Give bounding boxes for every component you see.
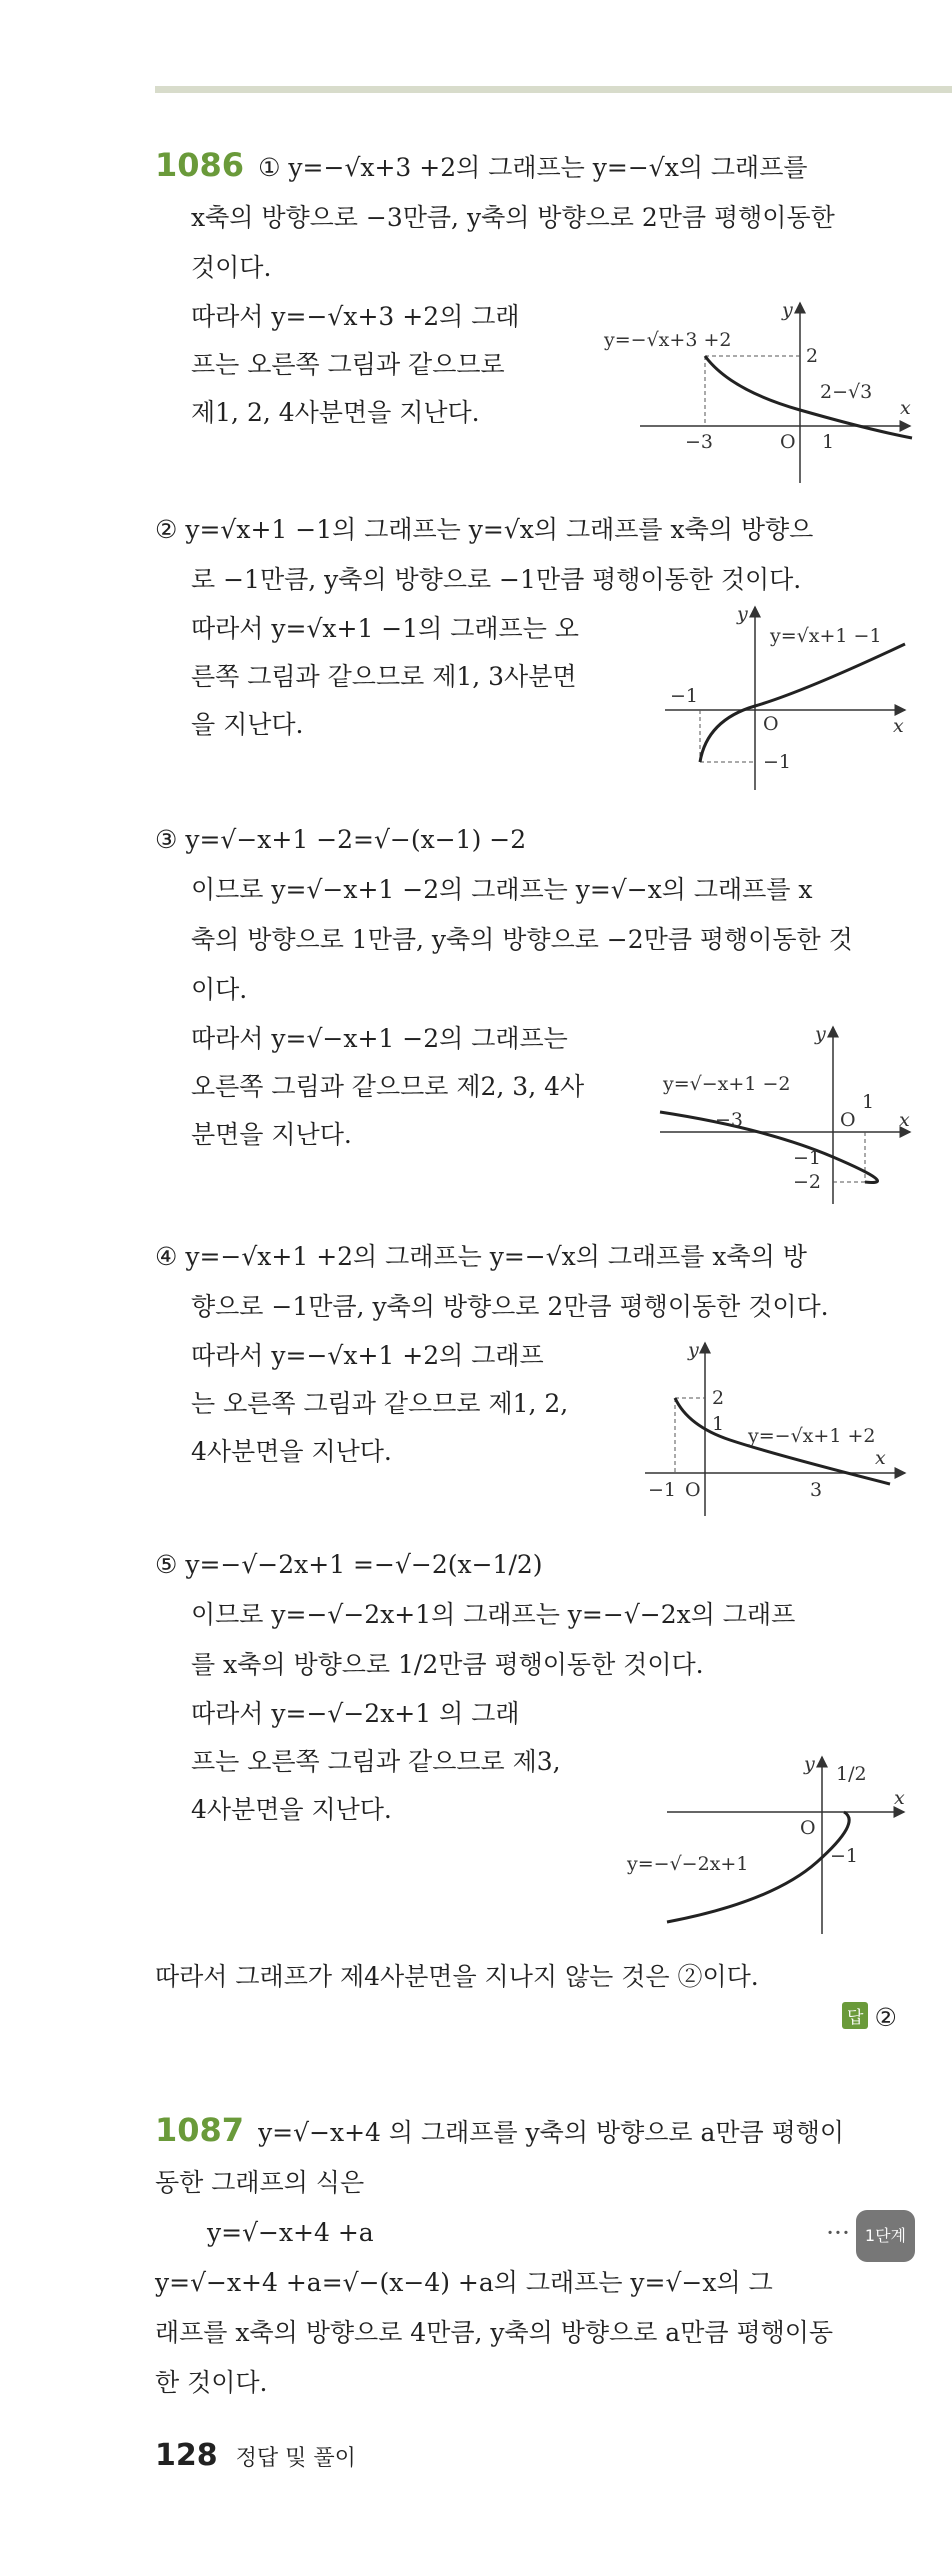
problem-1087 [155, 2105, 915, 2408]
text-line: 프는 오른쪽 그림과 같으므로 제3, [191, 1747, 561, 1776]
text-line: 축의 방향으로 1만큼, y축의 방향으로 −2만큼 평행이동한 것 [191, 925, 853, 954]
text-line: 향으로 −1만큼, y축의 방향으로 2만큼 평행이동한 것이다. [191, 1292, 829, 1321]
x-axis-label: x [893, 715, 904, 737]
text-line: 는 오른쪽 그림과 같으므로 제1, 2, [191, 1389, 569, 1418]
tick-label: −1 [830, 1845, 859, 1867]
origin-label: O [780, 431, 796, 453]
conclusion [155, 1952, 915, 2002]
text-line: 프는 오른쪽 그림과 같으므로 [191, 350, 505, 379]
text-line: 4사분면을 지난다. [191, 1795, 392, 1824]
text-line: ⑤ y=−√−2x+1 =−√−2(x−1/2) [155, 1550, 543, 1579]
text-line: 래프를 x축의 방향으로 4만큼, y축의 방향으로 a만큼 평행이동 [155, 2318, 834, 2347]
page-number: 128 [155, 2438, 218, 2473]
text-line: ② y=√x+1 −1의 그래프는 y=√x의 그래프를 x축의 방향으 [155, 515, 814, 544]
text-line: 따라서 y=−√x+3 +2의 그래 [191, 302, 520, 331]
text-line: x축의 방향으로 −3만큼, y축의 방향으로 2만큼 평행이동한 [191, 203, 835, 232]
tick-label: 2 [806, 345, 819, 367]
text-line: y=√−x+4 +a [207, 2218, 374, 2247]
origin-label: O [800, 1817, 816, 1839]
answer-value: ② [874, 2003, 897, 2032]
tick-label: −2 [793, 1171, 822, 1193]
graph-3 [655, 1022, 920, 1207]
tick-label: 2 [712, 1387, 725, 1409]
tick-label: −1 [793, 1147, 822, 1169]
text-line: 을 지난다. [191, 710, 304, 739]
y-axis-label: y [688, 1339, 699, 1361]
text-line: 4사분면을 지난다. [191, 1437, 392, 1466]
text-line: y=√−x+4 의 그래프를 y축의 방향으로 a만큼 평행이 [258, 2118, 845, 2147]
origin-label: O [763, 713, 779, 735]
text-line: 따라서 y=−√−2x+1 의 그래 [191, 1699, 520, 1728]
tick-label: 3 [810, 1479, 823, 1501]
y-axis-label: y [782, 299, 793, 321]
graph-5 [622, 1752, 912, 1937]
y-axis-label: y [737, 603, 748, 625]
tick-label: −3 [685, 431, 714, 453]
tick-label: −1 [670, 685, 699, 707]
text-line: 따라서 그래프가 제4사분면을 지나지 않는 것은 ②이다. [155, 1962, 759, 1991]
text-line: 동한 그래프의 식은 [155, 2168, 365, 2197]
text-line: ③ y=√−x+1 −2=√−(x−1) −2 [155, 825, 527, 854]
graph-label: y=−√x+1 +2 [748, 1425, 876, 1447]
text-line: 따라서 y=−√x+1 +2의 그래프 [191, 1341, 544, 1370]
step-badge: 1단계 [856, 2210, 915, 2262]
footer [155, 2438, 356, 2473]
text-line: 를 x축의 방향으로 1/2만큼 평행이동한 것이다. [191, 1650, 704, 1679]
graph-label: y=√−x+1 −2 [663, 1073, 791, 1095]
answer [842, 2002, 897, 2032]
graph-label: y=−√x+3 +2 [604, 329, 732, 351]
tick-label: 1 [862, 1091, 875, 1113]
text-line: 이다. [191, 975, 248, 1004]
text-line: 한 것이다. [155, 2368, 268, 2397]
text-line: 로 −1만큼, y축의 방향으로 −1만큼 평행이동한 것이다. [191, 565, 802, 594]
origin-label: O [685, 1479, 701, 1501]
graph-label: y=√x+1 −1 [770, 625, 882, 647]
tick-label: 1 [822, 431, 835, 453]
text-line: 제1, 2, 4사분면을 지난다. [191, 398, 480, 427]
graph-2 [655, 602, 915, 792]
text-line: 오른쪽 그림과 같으므로 제2, 3, 4사 [191, 1072, 585, 1101]
page-label: 정답 및 풀이 [235, 2446, 356, 2471]
y-axis-label: y [815, 1023, 826, 1045]
tick-label: −3 [715, 1109, 744, 1131]
origin-label: O [840, 1109, 856, 1131]
graph-1 [600, 298, 920, 488]
tick-label: 1 [712, 1413, 725, 1435]
tick-label: 1/2 [836, 1763, 867, 1785]
graph-4 [640, 1338, 915, 1518]
x-axis-label: x [899, 1109, 910, 1131]
x-axis-label: x [900, 397, 911, 419]
problem-number: 1087 [155, 2111, 245, 2149]
tick-label: −1 [763, 751, 792, 773]
text-line: ④ y=−√x+1 +2의 그래프는 y=−√x의 그래프를 x축의 방 [155, 1242, 807, 1271]
tick-label: 2−√3 [820, 381, 873, 403]
top-rule [155, 86, 952, 93]
text-line: y=√−x+4 +a=√−(x−4) +a의 그래프는 y=√−x의 그 [155, 2268, 773, 2297]
problem-number: 1086 [155, 146, 245, 184]
text-line: 따라서 y=√−x+1 −2의 그래프는 [191, 1024, 568, 1053]
tick-label: −1 [648, 1479, 677, 1501]
text-line: 른쪽 그림과 같으므로 제1, 3사분면 [191, 662, 577, 691]
graph-label: y=−√−2x+1 [627, 1853, 749, 1875]
text-line: 따라서 y=√x+1 −1의 그래프는 오 [191, 614, 579, 643]
text-line: 분면을 지난다. [191, 1120, 352, 1149]
x-axis-label: x [875, 1447, 886, 1469]
x-axis-label: x [894, 1787, 905, 1809]
y-axis-label: y [804, 1753, 815, 1775]
text-line: 이므로 y=−√−2x+1의 그래프는 y=−√−2x의 그래프 [191, 1600, 796, 1629]
text-line: ① y=−√x+3 +2의 그래프는 y=−√x의 그래프를 [258, 153, 808, 182]
step-dots: ··· [826, 2218, 850, 2247]
answer-tag: 답 [842, 2002, 868, 2029]
text-line: 것이다. [191, 253, 272, 282]
text-line: 이므로 y=√−x+1 −2의 그래프는 y=√−x의 그래프를 x [191, 875, 813, 904]
